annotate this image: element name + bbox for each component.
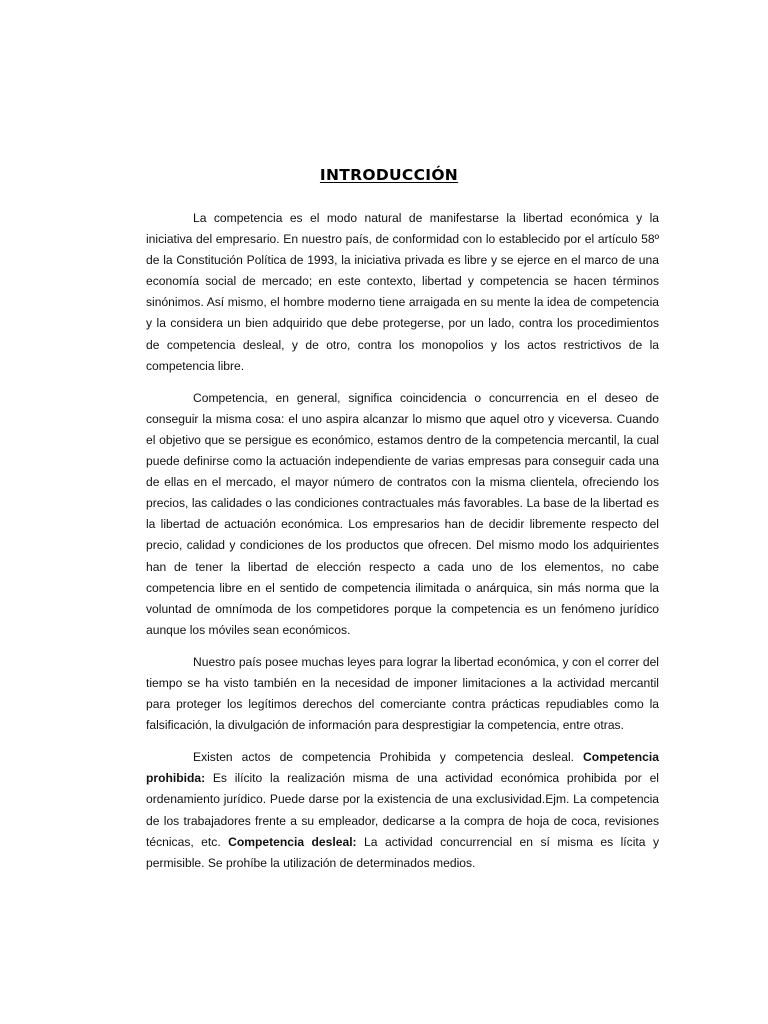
paragraph-4-text-3: La actividad concurrencial en sí misma es lícita y permisible. Se prohíbe la utilización de determinados medios. (146, 834, 659, 870)
paragraph-4-text-2: Es ilícito la realización misma de una actividad económica prohibida por el ordenamiento jurídico. Puede darse por la existencia de una exclusividad.Ejm. La competencia de los trabajadores frente a su empleador, dedicarse a la compra de hoja de coca, revisiones técnicas, etc. (146, 771, 659, 849)
document-title: INTRODUCCIÓN (319, 166, 459, 184)
term-competencia-prohibida: Competencia prohibida: (146, 750, 659, 786)
paragraph-1: La competencia es el modo natural de manifestarse la libertad económica y la iniciativa del empresario. En nuestro país, de conformidad con lo establecido por el artículo 58º de la Constitución Política de 1993, la iniciativa privada es libre y se ejerce en el marco de una economía social de mercado; en este contexto, libertad y competencia se hacen términos sinónimos. Así mismo, el hombre moderno tiene arraigada en su mente la idea de competencia y la considera un bien adquirido que debe protegerse, por un lado, contra los procedimientos de competencia desleal, y de otro, contra los monopolios y los actos restrictivos de la competencia libre. (146, 211, 659, 373)
term-competencia-desleal: Competencia desleal: (228, 834, 357, 849)
paragraph-3: Nuestro país posee muchas leyes para lograr la libertad económica, y con el correr del tiempo se ha visto también en la necesidad de imponer limitaciones a la actividad mercantil para proteger los legítimos derechos del comerciante contra prácticas repudiables como la falsificación, la divulgación de información para desprestigiar la competencia, entre otras. (146, 654, 659, 733)
paragraph-4-text-1: Existen actos de competencia Prohibida y competencia desleal. (193, 750, 584, 765)
paragraph-4 (146, 747, 659, 874)
document-body (146, 208, 659, 885)
paragraph-2: Competencia, en general, significa coincidencia o concurrencia en el deseo de conseguir la misma cosa: el uno aspira alcanzar lo mismo que aquel otro y viceversa. Cuando el objetivo que se persigue es económico, estamos dentro de la competencia mercantil, la cual puede definirse como la actuación independiente de varias empresas para conseguir cada una de ellas en el mercado, el mayor número de contratos con la misma clientela, ofreciendo los precios, las calidades o las condiciones contractuales más favorables. La base de la libertad es la libertad de actuación económica. Los empresarios han de decidir libremente respecto del precio, calidad y condiciones de los productos que ofrecen. Del mismo modo los adquirientes han de tener la libertad de elección respecto a cada uno de los elementos, no cabe competencia libre en el sentido de competencia ilimitada o anárquica, sin más norma que la voluntad de omnímoda de los competidores porque la competencia es un fenómeno jurídico aunque los móviles sean económicos. (146, 390, 659, 637)
